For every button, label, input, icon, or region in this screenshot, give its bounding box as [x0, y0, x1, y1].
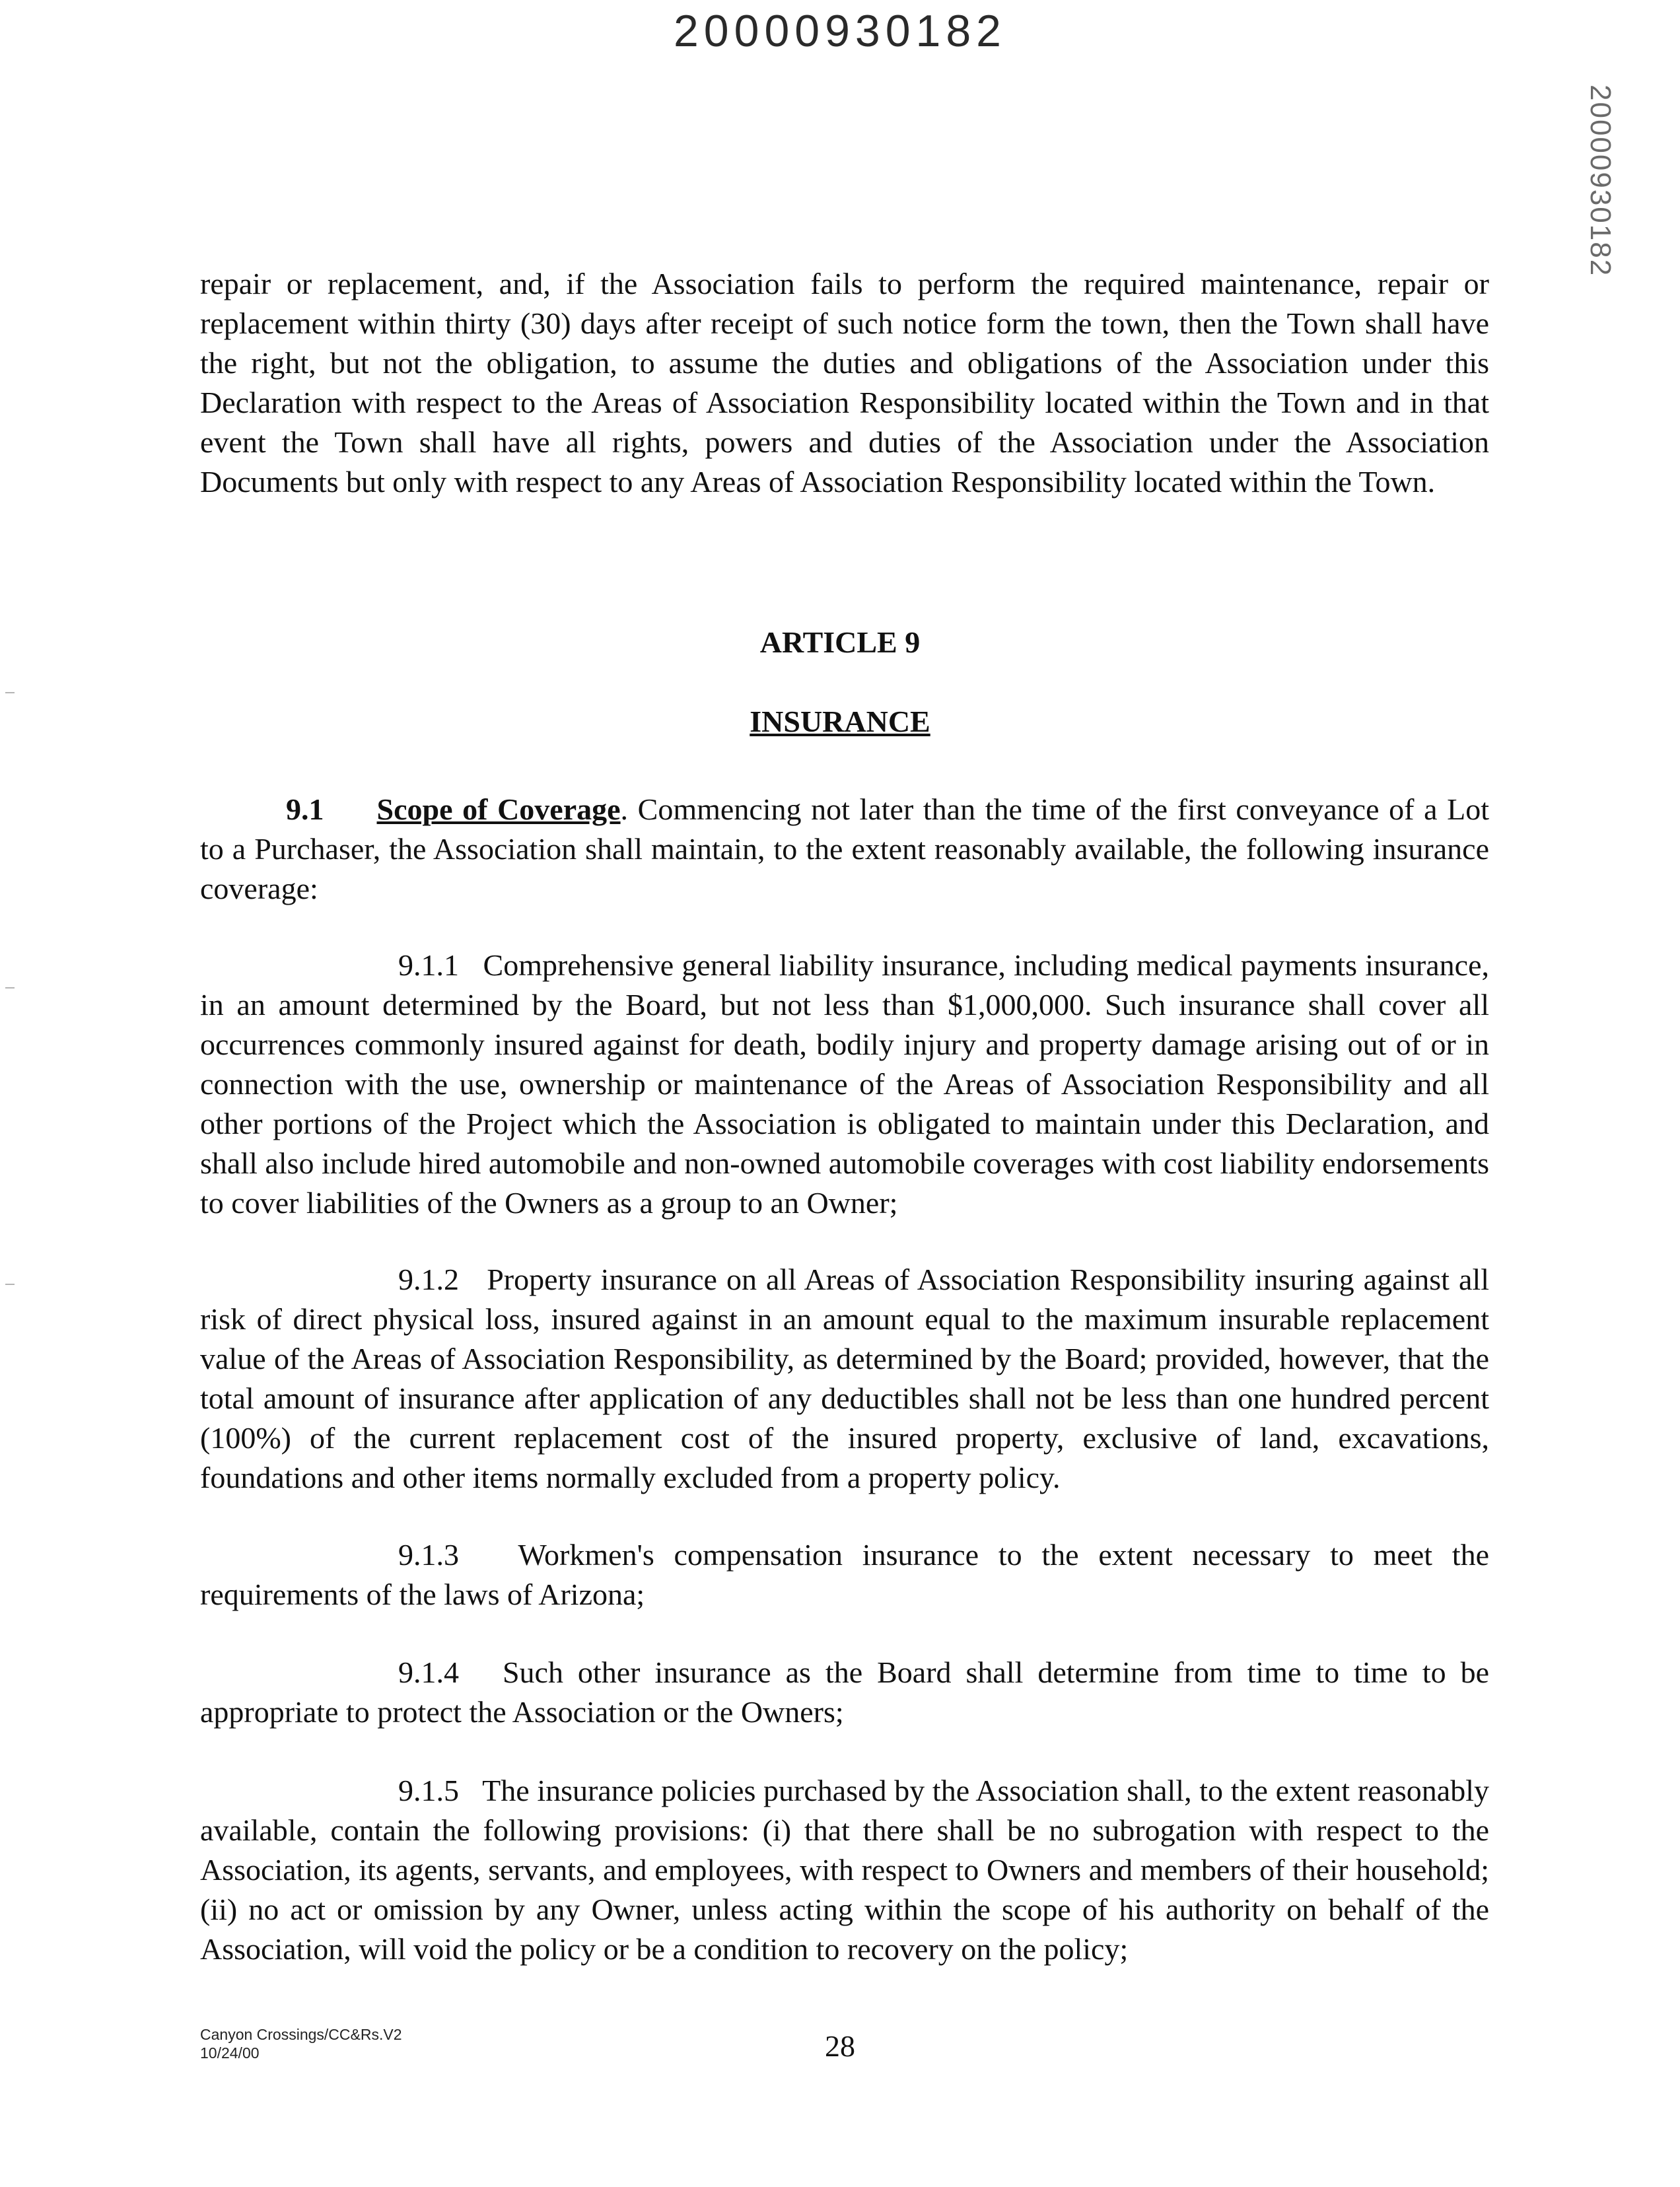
footer-date: 10/24/00	[200, 2044, 260, 2062]
subsection-number: 9.1.1	[398, 948, 459, 982]
article-title: INSURANCE	[750, 705, 930, 738]
scan-margin-mark	[5, 987, 15, 989]
section-number: 9.1	[286, 792, 324, 826]
subsection-number: 9.1.2	[398, 1263, 459, 1296]
scan-margin-mark	[5, 1284, 15, 1285]
subsection-9-1-1	[200, 946, 1489, 1223]
document-number: 20000930182	[673, 6, 1006, 56]
subsection-text: Comprehensive general liability insurance, including medical payments insurance, in an amount determined by the Board, but not less than $1,000,000. Such insurance shall cover all occurrences commonly insured against for death, bodily injury and property damage arising out of or in connection with the use, ownership or maintenance of the Areas of Association Responsibility and all other portions of the Project which the Association is obligated to maintain under this Declaration, and shall also include hired automobile and non-owned automobile coverages with cost liability endorsements to cover liabilities of the Owners as a group to an Owner;	[200, 948, 1490, 1220]
subsection-text: Property insurance on all Areas of Association Responsibility insuring against all risk of direct physical loss, insured against in an amount equal to the maximum insurable replacement value of the Areas of Association Responsibility, as determined by the Board; provided, however, that the total amount of insurance after application of any deductibles shall not be less than one hundred percent (100%) of the current replacement cost of the insured property, exclusive of land, excavations, foundations and other items normally excluded from a property policy.	[200, 1263, 1490, 1494]
section-title: Scope of Coverage	[376, 792, 621, 826]
page-number: 28	[825, 2029, 855, 2063]
side-stamp: 20000930182	[1584, 85, 1617, 277]
continued-paragraph: repair or replacement, and, if the Association fails to perform the required maintenance, repair or replacement within thirty (30) days after receipt of such notice form the town, then the Town shall have the right, but not the obligation, to assume the duties and obligations of the Association under this Declaration with respect to the Areas of Association Responsibility located within the Town and in that event the Town shall have all rights, powers and duties of the Association under the Association Documents but only with respect to any Areas of Association Responsibility located within the Town.	[200, 267, 1489, 499]
section-text: . Commencing not later than the time of the first conveyance of a Lot to a Purchaser, the Association shall maintain, to the extent reasonably available, the following insurance coverage:	[200, 792, 1489, 905]
subsection-9-1-2	[200, 1260, 1489, 1498]
footer-document-ref: Canyon Crossings/CC&Rs.V2	[200, 2026, 402, 2043]
section-9-1	[200, 790, 1489, 909]
subsection-9-1-4	[200, 1653, 1489, 1732]
subsection-number: 9.1.3	[398, 1538, 459, 1572]
scan-margin-mark	[5, 692, 15, 693]
subsection-text: Workmen's compensation insurance to the extent necessary to meet the requirements of the laws of Arizona;	[200, 1538, 1490, 1611]
subsection-9-1-5	[200, 1771, 1489, 1969]
subsection-number: 9.1.5	[398, 1774, 459, 1807]
subsection-9-1-3	[200, 1535, 1489, 1614]
article-number: ARTICLE 9	[759, 625, 921, 659]
subsection-text: Such other insurance as the Board shall determine from time to time to be appropriate to protect the Association or the Owners;	[200, 1655, 1490, 1729]
subsection-text: The insurance policies purchased by the Association shall, to the extent reasonably available, contain the following provisions: (i) that there shall be no subrogation with respect to the Association, its agents, servants, and employees, with respect to Owners and members of their household; (ii) no act or omission by any Owner, unless acting within the scope of his authority on behalf of the Association, will void the policy or be a condition to recovery on the policy;	[200, 1774, 1490, 1966]
subsection-number: 9.1.4	[398, 1655, 459, 1689]
